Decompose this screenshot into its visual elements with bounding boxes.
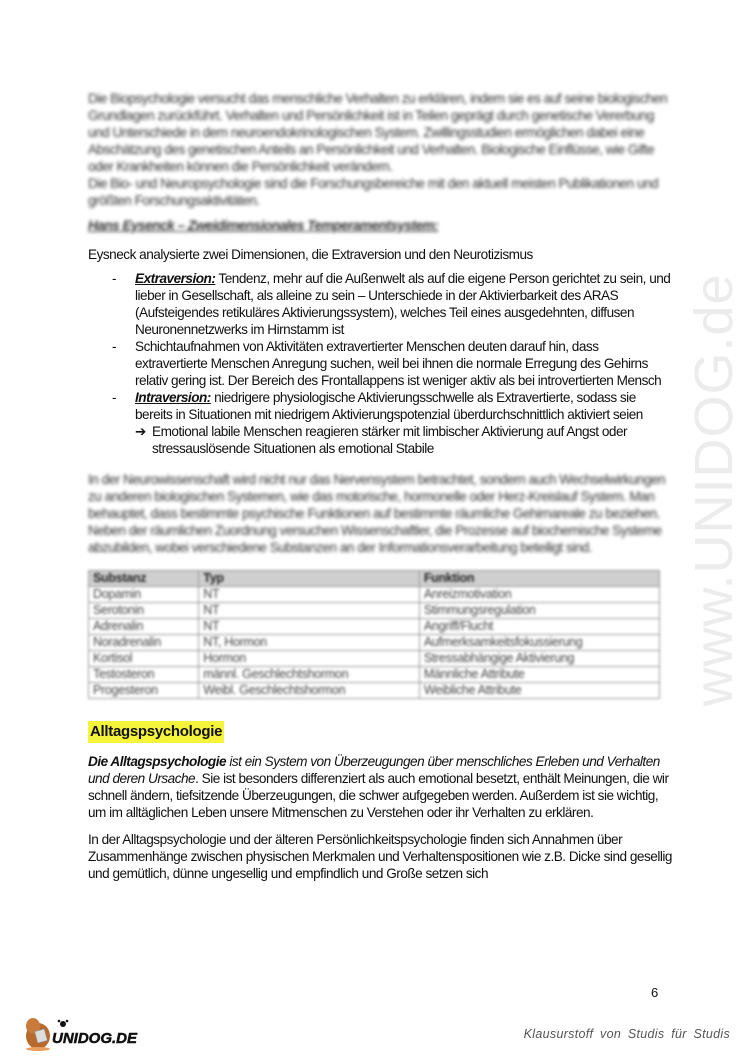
table-cell: NT, Hormon [199, 635, 420, 651]
table-cell: Kortisol [89, 651, 199, 667]
list-item-arrow [112, 423, 672, 457]
table-row [89, 603, 660, 619]
svg-text:UNIDOG.DE: UNIDOG.DE [52, 1030, 138, 1047]
italic-definition: ist ein System von Überzeugungen über menschliches Erleben und Verhalten und deren Ursache [88, 754, 660, 786]
table-header-row [89, 571, 660, 587]
table-cell: Anreizmotivation [419, 587, 659, 603]
table-cell: NT [199, 603, 420, 619]
column-header: Funktion [419, 571, 659, 587]
paragraph: In der Alltagspsychologie und der älteren Persönlichkeitspsychologie finden sich Annahmen über Zusammenhänge zwischen physischen Merkmalen und Verhaltenspositionen wie z.B. Dicke sind gesellig und gemütlich, dünne ungesellig und empfindlich und Große setzen sich [88, 832, 672, 881]
dash-marker: - [112, 390, 117, 405]
column-header: Substanz [89, 571, 199, 587]
table-cell: Stressabhängige Aktivierung [419, 651, 659, 667]
intro-paragraph [88, 90, 676, 209]
page-content [88, 90, 676, 882]
heading-wrapper [88, 721, 676, 743]
table-cell: Progesteron [89, 683, 199, 699]
table-cell: Testosteron [89, 667, 199, 683]
table-cell: männl. Geschlechtshormon [199, 667, 420, 683]
page-number: 6 [651, 985, 659, 1000]
watermark: www.UNIDOG.de [684, 273, 744, 707]
table-cell: NT [199, 587, 420, 603]
definition-paragraph [88, 753, 676, 821]
table-cell: NT [199, 619, 420, 635]
section-heading: Hans Eysenck – Zweidimensionales Temperamentsystem: [88, 218, 439, 233]
table-row [89, 619, 660, 635]
table-cell: Männliche Attribute [419, 667, 659, 683]
list-item [112, 338, 672, 389]
list-item [112, 270, 672, 338]
dash-marker: - [112, 271, 117, 286]
term: Intraversion: [135, 390, 211, 405]
table-cell: Aufmerksamkeitsfokussierung [419, 635, 659, 651]
bold-term: Die Alltagspsychologie [88, 754, 227, 769]
item-text: niedrigere physiologische Aktivierungsschwelle als Extravertierte, sodass sie bereits in Situationen mit niedrigem Aktivierungspotenzial überdurchschnittlich aktiviert seien [135, 390, 643, 422]
table-body [89, 587, 660, 699]
term: Extraversion: [135, 271, 216, 286]
table-cell: Stimmungsregulation [419, 603, 659, 619]
table-cell: Adrenalin [89, 619, 199, 635]
section-heading-alltagspsychologie: Alltagspsychologie [88, 721, 224, 743]
intro-line: Eysneck analysierte zwei Dimensionen, die Extraversion und den Neurotizismus [88, 247, 533, 262]
table-row [89, 651, 660, 667]
table-row [89, 635, 660, 651]
neuro-paragraph: In der Neurowissenschaft wird nicht nur das Nervensystem betrachtet, sondern auch Wechselwirkungen zu anderen biologischen Systemen, wie das motorische, hormonelle oder Herz-Kreislauf System. Man behauptet, dass bestimmte psychische Funktionen auf bestimmte räumliche Gehirnareale zu beziehen. Neben der räumlichen Zuordnung versuchen Wissenschaftler, die Prozesse auf biochemische Systeme abzubilden, wobei verschiedene Substanzen an der Informationsverarbeitung beteiligt sind. [88, 472, 666, 555]
table-cell: Dopamin [89, 587, 199, 603]
paragraph-text: Die Bio- und Neuropsychologie sind die Forschungsbereiche mit den aktuell meisten Publikationen und größten Forschungsaktivitäten. [88, 176, 659, 208]
table-row [89, 683, 660, 699]
table-cell: Hormon [199, 651, 420, 667]
table-row [89, 667, 660, 683]
bullet-list [112, 270, 672, 457]
arrow-right-icon: ➔ [135, 424, 146, 439]
table-cell: Weibl. Geschlechtshormon [199, 683, 420, 699]
unidog-logo [18, 1012, 158, 1052]
footer-tagline: Klausurstoff von Studis für Studis [523, 1027, 730, 1041]
table-cell: Angriff/Flucht [419, 619, 659, 635]
paragraph-text: . Sie ist besonders differenziert als auch emotional besetzt, enthält Meinungen, die wir schnell ändern, tiefsitzende Überzeugungen, die schwer aufgegeben werden. Außerdem ist sie wichtig, um im alltäglichen Leben unsere Mitmenschen zu Verstehen oder ihr Verhalten zu erklären. [88, 771, 669, 820]
item-text: Tendenz, mehr auf die Außenwelt als auf die eigene Person gerichtet zu sein, und lieber in Gesellschaft, als alleine zu sein – Unterschiede in der Aktivierbarkeit des ARAS (Aufsteigendes retikuläres Aktivierungssystem), welches Teil eines ausgedehnten, diffusen Neuronennetzwerks im Hirnstamm ist [135, 271, 671, 337]
list-item [112, 389, 672, 423]
table-cell: Noradrenalin [89, 635, 199, 651]
paragraph-text: Die Biopsychologie versucht das menschliche Verhalten zu erklären, indem sie es auf seine biologischen Grundlagen zurückführt. Verhalten und Persönlichkeit ist in Teilen geprägt durch genetische Vererbung und Unterschiede in dem neuroendokrinologischen System. Zwillingsstudien ermöglichen dabei eine Abschätzung des genetischen Anteils an Persönlichkeit und Verhalten. Biologische Einflüsse, wie Gifte oder Krankheiten können die Persönlichkeit verändern. [88, 91, 668, 174]
table-cell: Weibliche Attribute [419, 683, 659, 699]
item-text: Emotional labile Menschen reagieren stärker mit limbischer Aktivierung auf Angst oder stressauslösende Situationen als emotional Stabile [152, 424, 628, 456]
item-text: Schichtaufnahmen von Aktivitäten extravertierter Menschen deuten darauf hin, dass extravertierte Menschen Anregung suchen, weil bei ihnen die normale Erregung des Gehirns relativ gering ist. Der Bereich des Frontallappens ist weniger aktiv als bei introvertierten Mensch [135, 339, 662, 388]
substance-table [88, 570, 660, 699]
table-cell: Serotonin [89, 603, 199, 619]
dash-marker: - [112, 339, 117, 354]
table-row [89, 587, 660, 603]
column-header: Typ [199, 571, 420, 587]
